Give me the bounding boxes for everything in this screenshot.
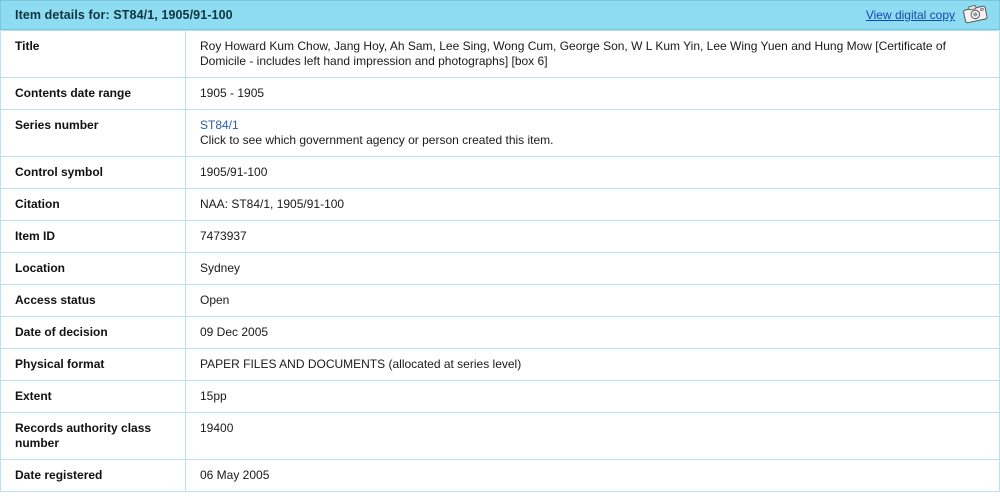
table-row [1, 285, 1000, 317]
row-label-title: Title [1, 31, 186, 78]
table-row [1, 78, 1000, 110]
row-label-date-of-decision: Date of decision [1, 317, 186, 349]
table-row [1, 253, 1000, 285]
header-actions [866, 3, 989, 27]
row-label-access-status: Access status [1, 285, 186, 317]
table-row [1, 413, 1000, 460]
table-row [1, 221, 1000, 253]
row-label-location: Location [1, 253, 186, 285]
table-row [1, 189, 1000, 221]
row-value-title: Roy Howard Kum Chow, Jang Hoy, Ah Sam, Lee Sing, Wong Cum, George Son, W L Kum Yin, Lee Wing Yuen and Hung Mow [Certificate of Domicile - includes left hand impression and photographs] [box 6] [186, 31, 1000, 78]
row-label-citation: Citation [1, 189, 186, 221]
row-label-series-number: Series number [1, 110, 186, 157]
row-value-records-authority-class-number: 19400 [186, 413, 1000, 460]
row-value-date-registered: 06 May 2005 [186, 460, 1000, 492]
series-number-note: Click to see which government agency or person created this item. [200, 133, 554, 147]
row-value-date-of-decision: 09 Dec 2005 [186, 317, 1000, 349]
table-row [1, 349, 1000, 381]
series-number-link[interactable]: ST84/1 [200, 118, 239, 132]
item-details-table [0, 30, 1000, 492]
row-value-citation: NAA: ST84/1, 1905/91-100 [186, 189, 1000, 221]
row-value-contents-date-range: 1905 - 1905 [186, 78, 1000, 110]
row-value-access-status: Open [186, 285, 1000, 317]
page-title: Item details for: ST84/1, 1905/91-100 [15, 8, 233, 22]
row-value-item-id: 7473937 [186, 221, 1000, 253]
table-row [1, 381, 1000, 413]
table-row [1, 157, 1000, 189]
row-value-series-number [186, 110, 1000, 157]
row-label-contents-date-range: Contents date range [1, 78, 186, 110]
row-value-control-symbol: 1905/91-100 [186, 157, 1000, 189]
item-details-header [0, 0, 1000, 30]
table-row [1, 317, 1000, 349]
row-value-physical-format: PAPER FILES AND DOCUMENTS (allocated at series level) [186, 349, 1000, 381]
row-label-item-id: Item ID [1, 221, 186, 253]
row-value-extent: 15pp [186, 381, 1000, 413]
view-digital-copy-link[interactable]: View digital copy [865, 8, 955, 22]
table-row [1, 31, 1000, 78]
item-details-body [1, 31, 1000, 492]
table-row [1, 110, 1000, 157]
row-label-date-registered: Date registered [1, 460, 186, 492]
row-label-extent: Extent [1, 381, 186, 413]
row-label-control-symbol: Control symbol [1, 157, 186, 189]
camera-icon[interactable] [961, 1, 989, 25]
row-value-location: Sydney [186, 253, 1000, 285]
table-row [1, 460, 1000, 492]
row-label-physical-format: Physical format [1, 349, 186, 381]
row-label-records-authority-class-number: Records authority class number [1, 413, 186, 460]
